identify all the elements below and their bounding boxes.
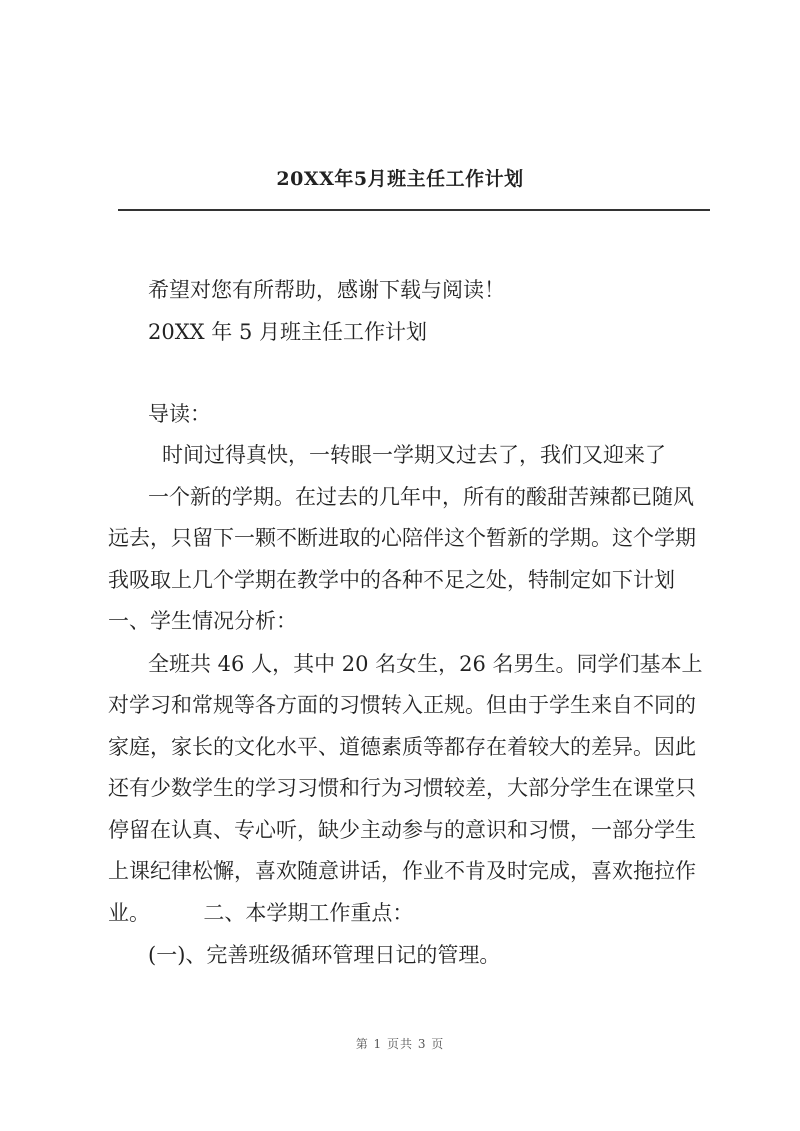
greeting-line: 希望对您有所帮助，感谢下载与阅读！ xyxy=(148,278,505,302)
body-line: 家庭，家长的文化水平、道德素质等都存在着较大的差异。因此 xyxy=(108,735,696,759)
body-line: 一个新的学期。在过去的几年中，所有的酸甜苦辣都已随风 xyxy=(148,485,694,509)
body-line: 全班共 46 人，其中 20 名女生，26 名男生。同学们基本上 xyxy=(148,652,703,676)
body-line: 业。 二、本学期工作重点： xyxy=(108,901,414,925)
body-line: 上课纪律松懈，喜欢随意讲话，作业不肯及时完成，喜欢拖拉作 xyxy=(108,859,696,883)
section-heading: 一、学生情况分析： xyxy=(108,609,297,633)
body-line: 停留在认真、专心听，缺少主动参与的意识和习惯，一部分学生 xyxy=(108,818,696,842)
subsection-heading: (一)、完善班级循环管理日记的管理。 xyxy=(148,943,501,967)
page-number-footer: 第 1 页共 3 页 xyxy=(355,1037,445,1051)
body-line: 远去，只留下一颗不断进取的心陪伴这个暂新的学期。这个学期 xyxy=(108,526,696,550)
title-underline xyxy=(118,209,710,211)
document-title: 20XX年5月班主任工作计划 xyxy=(276,168,524,190)
body-line: 我吸取上几个学期在教学中的各种不足之处，特制定如下计划 xyxy=(108,568,675,592)
body-line: 还有少数学生的学习习惯和行为习惯较差，大部分学生在课堂只 xyxy=(108,776,696,800)
body-line: 时间过得真快，一转眼一学期又过去了，我们又迎来了 xyxy=(162,443,666,467)
intro-heading: 导读： xyxy=(148,402,211,426)
body-line: 对学习和常规等各方面的习惯转入正规。但由于学生来自不同的 xyxy=(108,693,696,717)
subtitle-line: 20XX 年 5 月班主任工作计划 xyxy=(148,320,428,344)
